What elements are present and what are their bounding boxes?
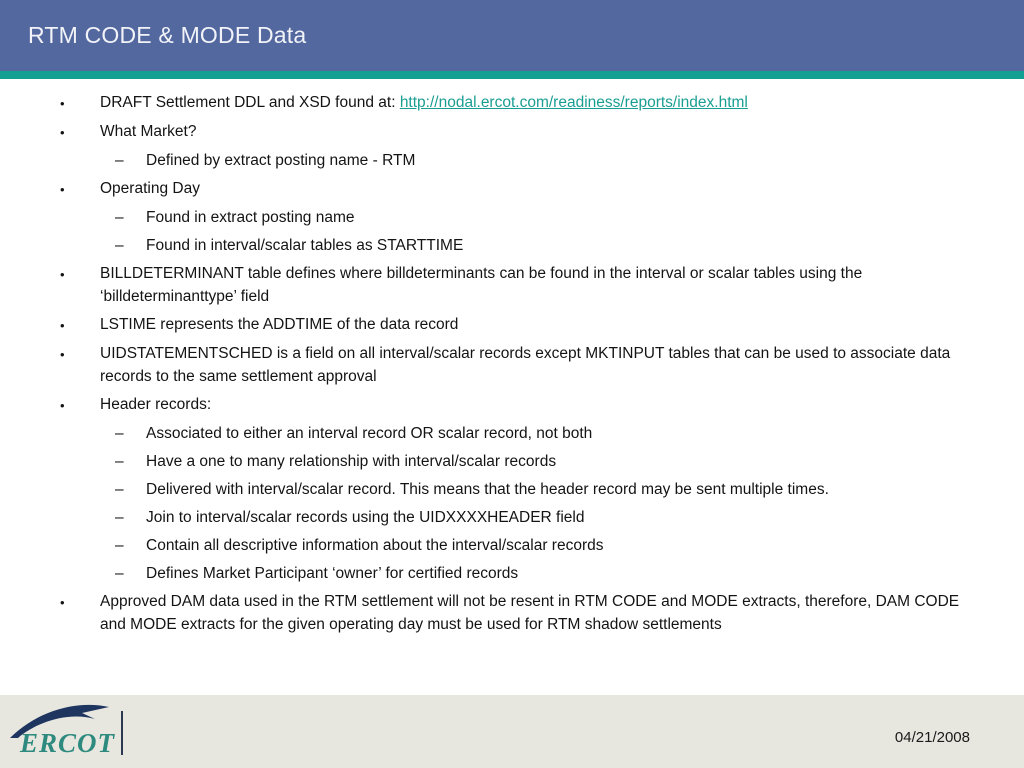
bullet-marker: • bbox=[60, 318, 65, 333]
dash-marker: – bbox=[115, 152, 124, 169]
bullet-text: Found in interval/scalar tables as STARTTIME bbox=[146, 237, 464, 254]
bullet-marker: • bbox=[60, 398, 65, 413]
sub-bullet-item bbox=[115, 234, 968, 257]
bullet-marker: • bbox=[60, 96, 65, 111]
bullet-text: Associated to either an interval record OR scalar record, not both bbox=[146, 425, 593, 442]
bullet-text: Approved DAM data used in the RTM settlement will not be resent in RTM CODE and MODE extracts, therefore, DAM CODE and MODE extracts for the given operating day must be used for RTM shadow settlements bbox=[100, 593, 960, 633]
bullet-marker: • bbox=[60, 267, 65, 282]
dash-marker: – bbox=[115, 481, 124, 498]
bullet-item bbox=[60, 590, 968, 636]
sub-bullet-item bbox=[115, 206, 968, 229]
bullet-item bbox=[60, 342, 968, 388]
dash-marker: – bbox=[115, 509, 124, 526]
sub-bullet-item bbox=[115, 149, 968, 172]
bullet-marker: • bbox=[60, 182, 65, 197]
bullet-marker: • bbox=[60, 595, 65, 610]
ercot-logo bbox=[8, 700, 128, 760]
accent-divider bbox=[0, 71, 1024, 79]
bullet-text: BILLDETERMINANT table defines where billdeterminants can be found in the interval or scalar tables using the ‘billdeterminanttype’ field bbox=[100, 265, 863, 305]
sub-bullet-item bbox=[115, 450, 968, 473]
ercot-logo-text: ERCOT bbox=[20, 728, 116, 758]
bullet-item bbox=[60, 120, 968, 144]
slide-date: 04/21/2008 bbox=[894, 729, 970, 746]
bullet-text: What Market? bbox=[100, 123, 197, 140]
slide-header bbox=[0, 0, 1024, 71]
bullet-text: Contain all descriptive information about the interval/scalar records bbox=[146, 537, 604, 554]
bullet-text: Defines Market Participant ‘owner’ for certified records bbox=[146, 565, 519, 582]
bullet-item bbox=[60, 177, 968, 201]
bullet-text: DRAFT Settlement DDL and XSD found at: http://nodal.ercot.com/readiness/reports/index.html bbox=[100, 94, 748, 111]
bullet-item bbox=[60, 393, 968, 417]
bullet-text: UIDSTATEMENTSCHED is a field on all interval/scalar records except MKTINPUT tables that can be used to associate data records to the same settlement approval bbox=[100, 345, 951, 385]
dash-marker: – bbox=[115, 237, 124, 254]
dash-marker: – bbox=[115, 425, 124, 442]
bullet-list bbox=[0, 79, 1024, 636]
bullet-text: Join to interval/scalar records using the UIDXXXXHEADER field bbox=[146, 509, 585, 526]
bullet-text: Defined by extract posting name - RTM bbox=[146, 152, 416, 169]
dash-marker: – bbox=[115, 537, 124, 554]
sub-bullet-item bbox=[115, 422, 968, 445]
bullet-item bbox=[60, 91, 968, 115]
bullet-text: Header records: bbox=[100, 396, 212, 413]
slide-footer bbox=[0, 695, 1024, 768]
sub-bullet-item bbox=[115, 534, 968, 557]
bullet-text: LSTIME represents the ADDTIME of the data record bbox=[100, 316, 459, 333]
bullet-item bbox=[60, 262, 968, 308]
bullet-text: Found in extract posting name bbox=[146, 209, 355, 226]
bullet-marker: • bbox=[60, 125, 65, 140]
bullet-text: Have a one to many relationship with interval/scalar records bbox=[146, 453, 557, 470]
sub-bullet-item bbox=[115, 478, 968, 501]
bullet-text: Delivered with interval/scalar record. This means that the header record may be sent multiple times. bbox=[146, 481, 829, 498]
sub-bullet-item bbox=[115, 562, 968, 585]
bullet-text: Operating Day bbox=[100, 180, 200, 197]
sub-bullet-item bbox=[115, 506, 968, 529]
dash-marker: – bbox=[115, 565, 124, 582]
ddl-xsd-link[interactable]: http://nodal.ercot.com/readiness/reports/index.html bbox=[399, 94, 748, 111]
dash-marker: – bbox=[115, 453, 124, 470]
footer-divider bbox=[121, 711, 123, 755]
bullet-marker: • bbox=[60, 347, 65, 362]
bullet-item bbox=[60, 313, 968, 337]
page-title: RTM CODE & MODE Data bbox=[28, 22, 307, 48]
dash-marker: – bbox=[115, 209, 124, 226]
